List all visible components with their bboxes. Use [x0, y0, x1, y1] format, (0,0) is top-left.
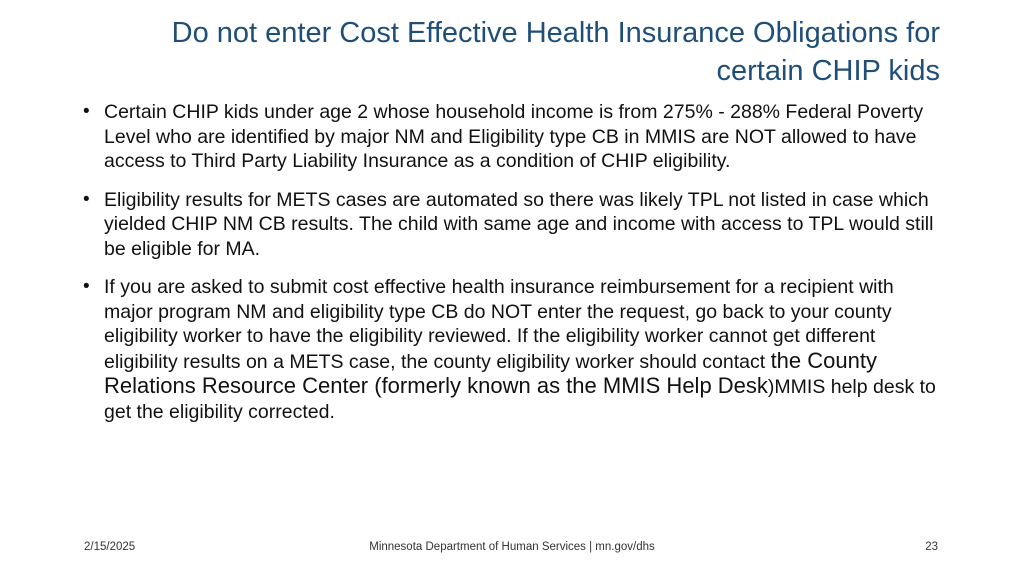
bullet-text-part-1: If you are asked to submit cost effective health insurance reimbursement for a recipient with major program NM and eligibility type CB do NOT enter the request, go back to your county eligibility worker to have the eligibility reviewed. If the eligibility worker cannot get different eligibility results on a METS case, the county eligibility worker should contact — [104, 276, 894, 373]
bullet-icon: • — [83, 101, 90, 122]
footer-date: 2/15/2025 — [84, 541, 136, 553]
bullet-text-part-3: )MMIS help desk to get the eligibility corrected. — [104, 376, 936, 423]
bullet-item — [83, 188, 945, 262]
bullet-text: Certain CHIP kids under age 2 whose household income is from 275% - 288% Federal Poverty Level who are identified by major NM and Eligibility type CB in MMIS are NOT allowed to have access to Third Party Liability Insurance as a condition of CHIP eligibility. — [104, 101, 924, 172]
slide-title-line-1: Do not enter Cost Effective Health Insurance Obligations for — [171, 17, 940, 49]
bullet-icon: • — [83, 276, 90, 297]
footer-page-number: 23 — [925, 541, 938, 553]
bullet-item — [83, 275, 945, 424]
footer-organization: Minnesota Department of Human Services | mn.gov/dhs — [369, 541, 655, 553]
bullet-item — [83, 100, 945, 174]
bullet-text-part-2: the County Relations Resource Center (formerly known as the MMIS Help Desk — [104, 347, 877, 398]
bullet-text: Eligibility results for METS cases are automated so there was likely TPL not listed in case which yielded CHIP NM CB results. The child with same age and income with access to TPL would still be eligible for MA. — [104, 188, 934, 260]
slide-title — [100, 14, 940, 90]
bullet-list — [83, 100, 945, 438]
bullet-icon: • — [83, 188, 90, 210]
slide-title-line-2: certain CHIP kids — [716, 55, 940, 87]
